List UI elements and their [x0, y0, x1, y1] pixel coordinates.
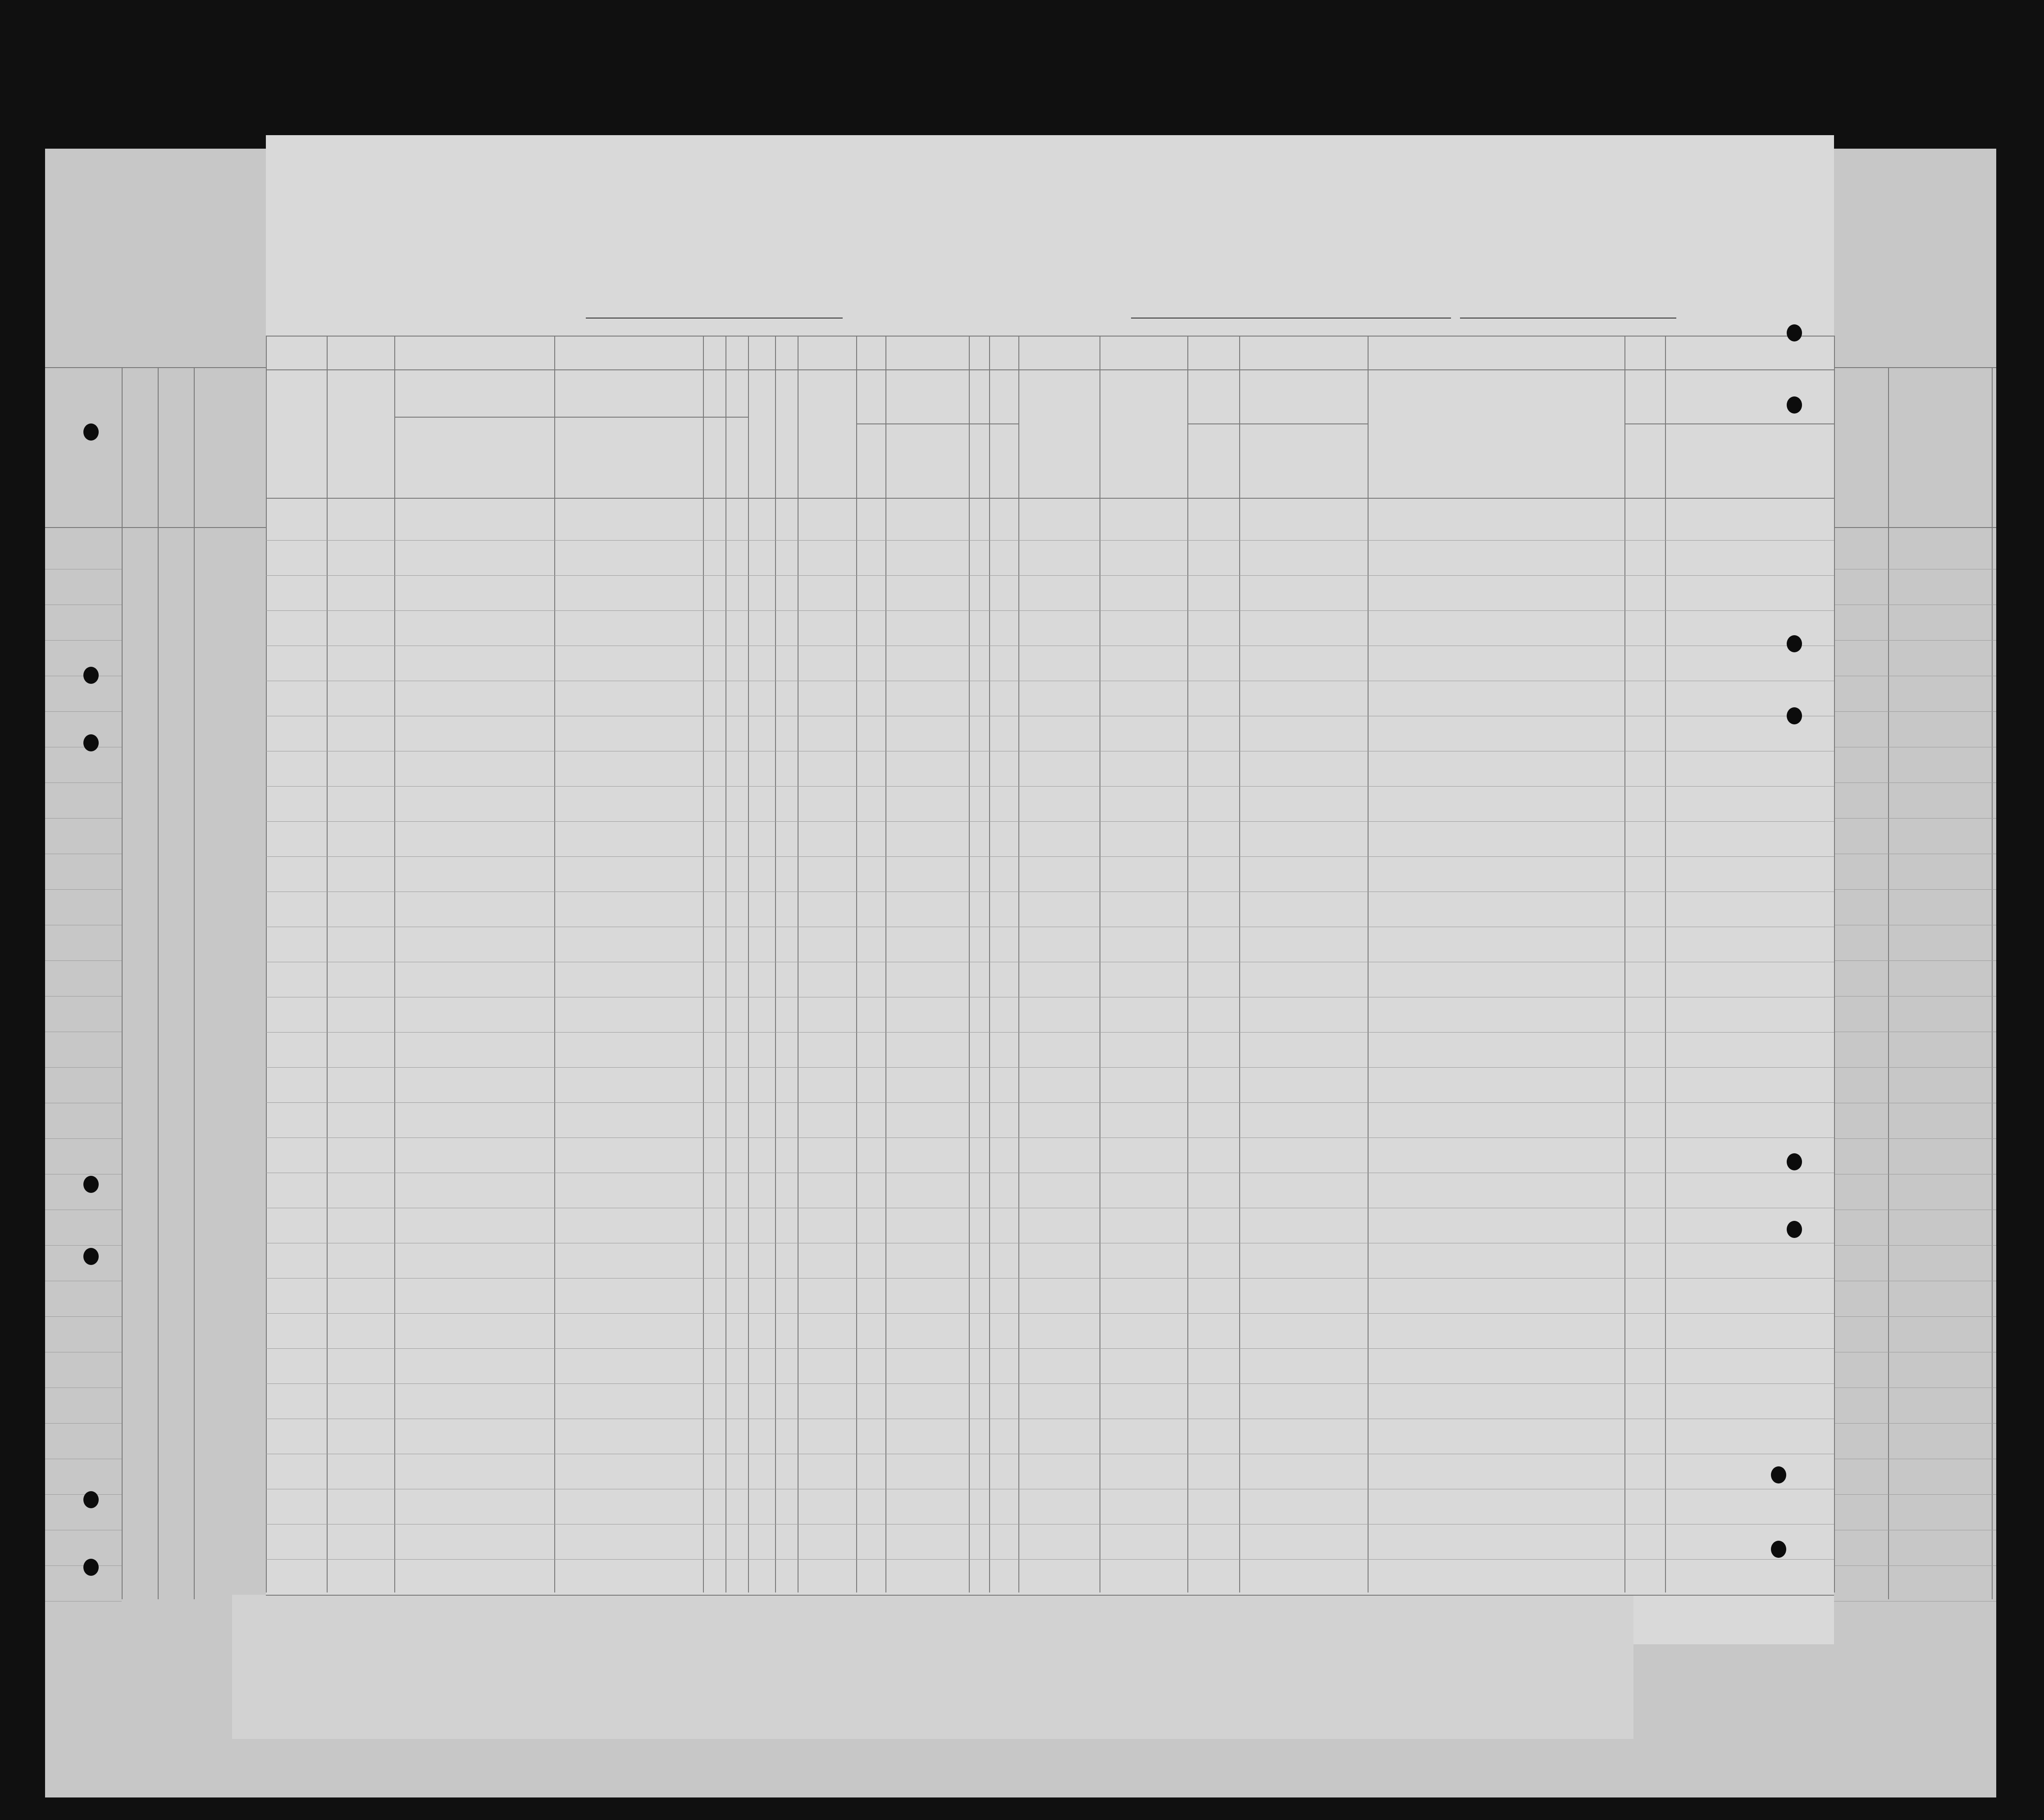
- back-row-line: [45, 1245, 122, 1246]
- front-row-line: [266, 610, 1834, 611]
- back-row-line: [1834, 1494, 1996, 1495]
- back-row-line: [1834, 1067, 1996, 1068]
- back-row-line: [1834, 960, 1996, 961]
- age-subheader-rule: [703, 417, 748, 418]
- binder-hole: [1787, 1221, 1802, 1238]
- front-col-divider: [856, 336, 857, 1592]
- binder-hole: [83, 1559, 99, 1576]
- front-col-divider: [775, 336, 776, 1592]
- back-col-divider: [1992, 367, 1993, 1599]
- binder-hole: [1787, 396, 1802, 414]
- back-row-line: [45, 1138, 122, 1139]
- destination-subheader-rule: [1624, 423, 1834, 424]
- front-row-line: [266, 1383, 1834, 1384]
- front-row-line: [266, 1313, 1834, 1314]
- back-row-line: [1834, 1316, 1996, 1317]
- back-row-line: [1834, 1423, 1996, 1424]
- front-col-divider: [885, 336, 886, 1592]
- front-col-divider: [554, 336, 555, 1592]
- front-sheet-bottom-strip: [232, 1595, 1633, 1739]
- back-row-line: [1834, 1245, 1996, 1246]
- front-col-divider: [1665, 336, 1666, 1592]
- front-row-line: [266, 1102, 1834, 1103]
- back-row-line: [1834, 1601, 1996, 1602]
- back-row-line: [45, 1494, 122, 1495]
- back-row-line: [45, 1316, 122, 1317]
- binder-hole: [83, 1176, 99, 1193]
- back-col-divider: [194, 367, 195, 1599]
- front-row-line: [266, 575, 1834, 576]
- back-row-line: [45, 1067, 122, 1068]
- back-row-line: [45, 1601, 122, 1602]
- front-col-divider: [1187, 336, 1188, 1592]
- front-row-line: [266, 540, 1834, 541]
- back-col-divider: [122, 367, 123, 1599]
- back-row-line: [1834, 711, 1996, 712]
- binder-hole: [83, 1248, 99, 1265]
- front-row-line: [266, 821, 1834, 822]
- binder-hole: [1787, 1153, 1802, 1170]
- back-row-line: [1834, 889, 1996, 890]
- front-col-divider: [1239, 336, 1240, 1592]
- back-row-line: [45, 711, 122, 712]
- front-col-divider: [1368, 336, 1369, 1592]
- residence-subheader-rule: [1187, 423, 1368, 424]
- binder-hole: [83, 734, 99, 751]
- front-col-divider: [703, 336, 704, 1592]
- front-col-divider: [394, 336, 395, 1592]
- front-row-line: [266, 786, 1834, 787]
- binder-hole: [1787, 707, 1802, 724]
- front-row-line: [266, 1559, 1834, 1560]
- front-row-line: [266, 1348, 1834, 1349]
- front-manifest-sheet: [266, 135, 1834, 1644]
- name-subheader-rule: [394, 417, 703, 418]
- binder-hole: [83, 667, 99, 684]
- back-row-line: [45, 640, 122, 641]
- back-row-line: [45, 960, 122, 961]
- front-col-divider: [1624, 336, 1625, 1592]
- back-row-line: [1834, 818, 1996, 819]
- front-col-number-rule: [266, 369, 1834, 370]
- front-row-line: [266, 1067, 1834, 1068]
- binder-hole: [83, 423, 99, 441]
- back-col-divider: [158, 367, 159, 1599]
- front-col-divider: [266, 336, 267, 1592]
- able-subheader-rule: [856, 423, 1018, 424]
- binder-hole: [1787, 324, 1802, 341]
- front-col-divider: [1018, 336, 1019, 1592]
- front-col-divider: [327, 336, 328, 1592]
- front-col-divider: [1834, 336, 1835, 1592]
- back-col-divider: [1888, 367, 1889, 1599]
- front-col-divider: [989, 336, 990, 1592]
- binder-hole: [83, 1491, 99, 1508]
- binder-hole: [1771, 1541, 1786, 1558]
- front-header-top-rule: [266, 336, 1834, 337]
- table-bottom-rule: [266, 1595, 1834, 1596]
- front-col-divider: [725, 336, 726, 1592]
- back-row-line: [1834, 640, 1996, 641]
- front-header-bottom-rule: [266, 498, 1834, 499]
- back-row-line: [45, 1423, 122, 1424]
- binder-hole: [1771, 1466, 1786, 1483]
- front-row-line: [266, 1032, 1834, 1033]
- front-row-line: [266, 856, 1834, 857]
- back-row-line: [45, 889, 122, 890]
- back-row-line: [1834, 1565, 1996, 1566]
- front-col-divider: [969, 336, 970, 1592]
- back-row-line: [1834, 1138, 1996, 1139]
- binder-hole: [1787, 635, 1802, 652]
- front-row-line: [266, 1278, 1834, 1279]
- back-row-line: [45, 818, 122, 819]
- front-col-divider: [748, 336, 749, 1592]
